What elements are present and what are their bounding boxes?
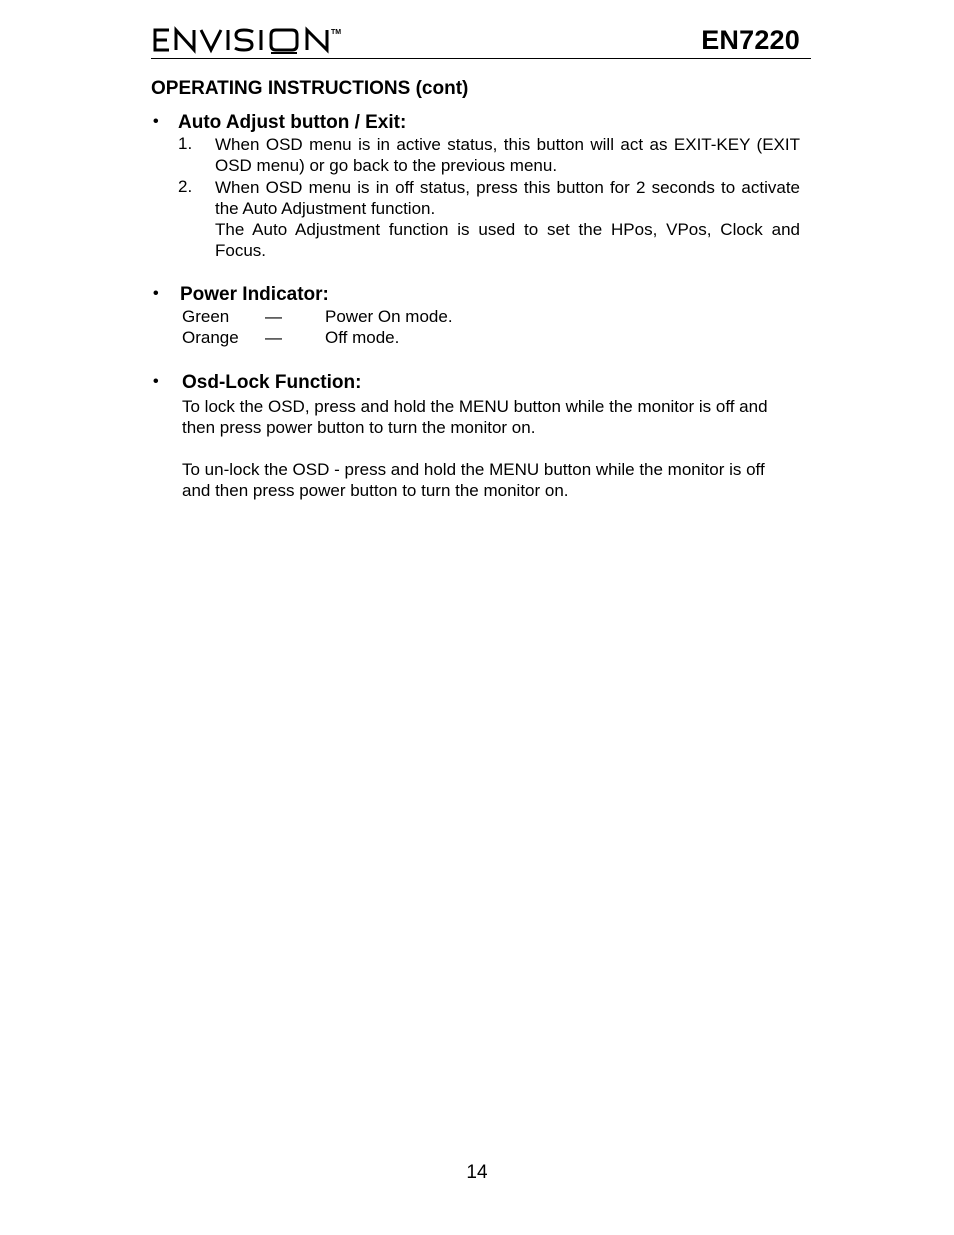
list-number: 2. xyxy=(178,177,193,196)
bullet-icon: • xyxy=(153,373,159,390)
osd-lock-text: To lock the OSD, press and hold the MENU button while the monitor is off and then press power button to turn the monitor on. xyxy=(182,397,768,437)
page-header xyxy=(151,20,811,59)
indicator-dash: — xyxy=(265,328,282,347)
auto-adjust-item-2: When OSD menu is in off status, press this button for 2 seconds to activate the Auto Adjustment function. xyxy=(215,178,800,218)
osd-lock-title: Osd-Lock Function: xyxy=(182,372,362,393)
bullet-icon: • xyxy=(153,113,159,130)
power-indicator-title: Power Indicator: xyxy=(180,284,329,305)
indicator-mode: Off mode. xyxy=(325,328,400,347)
bullet-icon: • xyxy=(153,285,159,302)
page-number: 14 xyxy=(466,1162,488,1183)
auto-adjust-item-1: When OSD menu is in active status, this button will act as EXIT-KEY (EXIT OSD menu) or go back to the previous menu. xyxy=(215,135,800,175)
indicator-mode: Power On mode. xyxy=(325,307,453,326)
model-number: EN7220 xyxy=(701,25,800,55)
auto-adjust-item-2-extra: The Auto Adjustment function is used to set the HPos, VPos, Clock and Focus. xyxy=(215,220,800,260)
list-number: 1. xyxy=(178,134,193,153)
indicator-dash: — xyxy=(265,307,282,326)
indicator-color: Orange xyxy=(182,328,239,347)
envision-logo xyxy=(152,24,372,54)
trademark-mark: TM xyxy=(331,29,342,36)
auto-adjust-title: Auto Adjust button / Exit: xyxy=(178,112,407,133)
osd-unlock-text: To un-lock the OSD - press and hold the MENU button while the monitor is off and then press power button to turn the monitor on. xyxy=(182,460,765,500)
section-title: OPERATING INSTRUCTIONS (cont) xyxy=(151,78,469,99)
indicator-color: Green xyxy=(182,307,230,326)
